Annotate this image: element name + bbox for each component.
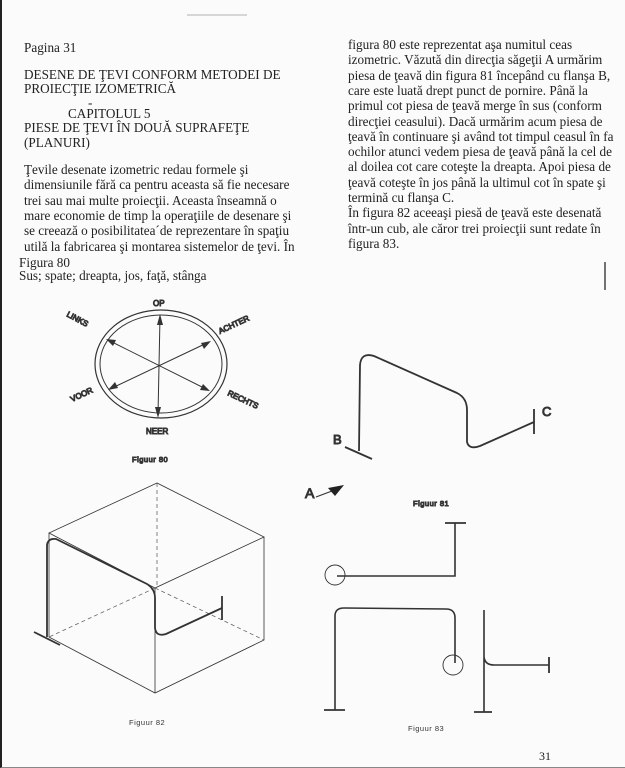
label-b: B [333,432,342,447]
right-paragraph-line: direcţiei ceasului). Dacă urmărim acum piesa de [348,113,603,129]
right-paragraph-line: izometric. Văzută din direcţia săgeţii A urmărim [348,52,603,68]
fig81-caption: Figuur 81 [413,499,450,508]
side-view-pipe [484,610,549,712]
label-achter: ACHTER [217,313,251,336]
label-neer: NEER [146,427,169,436]
label-rechts: RECHTS [226,388,260,411]
figure-label: Figura 80 [19,255,70,270]
right-paragraph-line: figura 83. [348,235,400,251]
projections-figure-83 [324,523,549,733]
right-paragraph-line: termină cu flanşa C. [348,190,455,205]
right-paragraph-line: primul cot piesa de ţeavă merge în sus (conform [348,98,602,114]
fig80-caption: Figuur 80 [132,455,169,464]
pipe-path [359,355,534,451]
left-paragraph-line: utilă la fabricarea şi montarea sistemelor de ţevi. În [24,238,295,254]
right-paragraph-line: al doilea cot care coteşte la dreapta. Apoi piesa de [348,159,611,175]
right-paragraph-line: piesa de ţeavă din figura 81 începând cu flanşa B, [348,67,611,83]
subtitle-line-2: (PLANURI) [24,135,90,150]
front-view-pipe [335,608,455,710]
left-paragraph-line: trei sau mai multe proiecţii. Aceasta înseamnă o [24,192,277,208]
pipe-end-circle [325,565,345,585]
pipe-path [47,539,222,637]
label-links: LINKS [65,309,90,329]
top-view-pipe [337,523,455,576]
chapter: CAPITOLUL 5 [68,106,151,121]
right-paragraph-line: În figura 82 aceeaşi piesă de ţeavă este desenată [348,205,602,221]
cube-hidden-edges [49,483,264,640]
left-paragraph-line: Ţevile desenate izometric redau formele şi [24,162,249,177]
pipe-end-circle [443,655,463,675]
clock-outer-ring [95,310,227,418]
left-paragraph-line: mare economie de timp la operaţiile de desenare şi [24,207,292,223]
figure-caption: Sus; spate; dreapta, jos, faţă, stânga [19,268,207,283]
subtitle-line-1: PIESE DE ŢEVI ÎN DOUĂ SUPRAFEŢE [24,120,250,135]
pipe-figure-81 [305,355,551,508]
dash: - [88,95,93,110]
fig83-caption: Figuur 83 [408,724,445,733]
right-paragraph-line: ţeavă coteşte în jos până la ultimul cot în spate şi [348,174,606,190]
page-header: Pagina 31 [24,40,77,55]
cube-edges [49,483,264,693]
cube-figure-82 [34,483,264,727]
label-op: OP [153,299,165,308]
fig82-caption: Figuur 82 [129,718,166,727]
page-number: 31 [539,749,551,763]
label-c: C [542,404,552,419]
clock-inner-ring [100,315,222,413]
right-paragraph-line: care este luată drept punct de pornire. Până la [348,82,588,98]
right-paragraph-line: figura 80 este reprezentat aşa numitul ceas [348,37,573,52]
arrow-a-head [328,485,344,496]
right-paragraph-line: ochilor atunci vedem piesa de ţeavă până la cel de [348,144,612,160]
figures [2,0,625,768]
title-line-1: DESENE DE ŢEVI CONFORM METODEI DE [24,67,281,82]
right-paragraph-line: într-un cub, ale căror trei proiecţii sunt redate în [348,220,601,236]
right-paragraph-line: ţeavă în continuare şi având tot timpul ceasul în fa [348,128,614,144]
label-a: A [305,485,315,501]
title-line-2: PROIECŢIE IZOMETRICĂ [24,81,177,96]
left-paragraph-line: dimensiunile fără ca pentru aceasta să fie necesare [24,177,290,193]
label-voor: VOOR [69,385,95,404]
left-paragraph-line: se creează o posibilitatea´de reprezentare în spaţiu [24,223,290,239]
isometric-clock [65,299,260,464]
